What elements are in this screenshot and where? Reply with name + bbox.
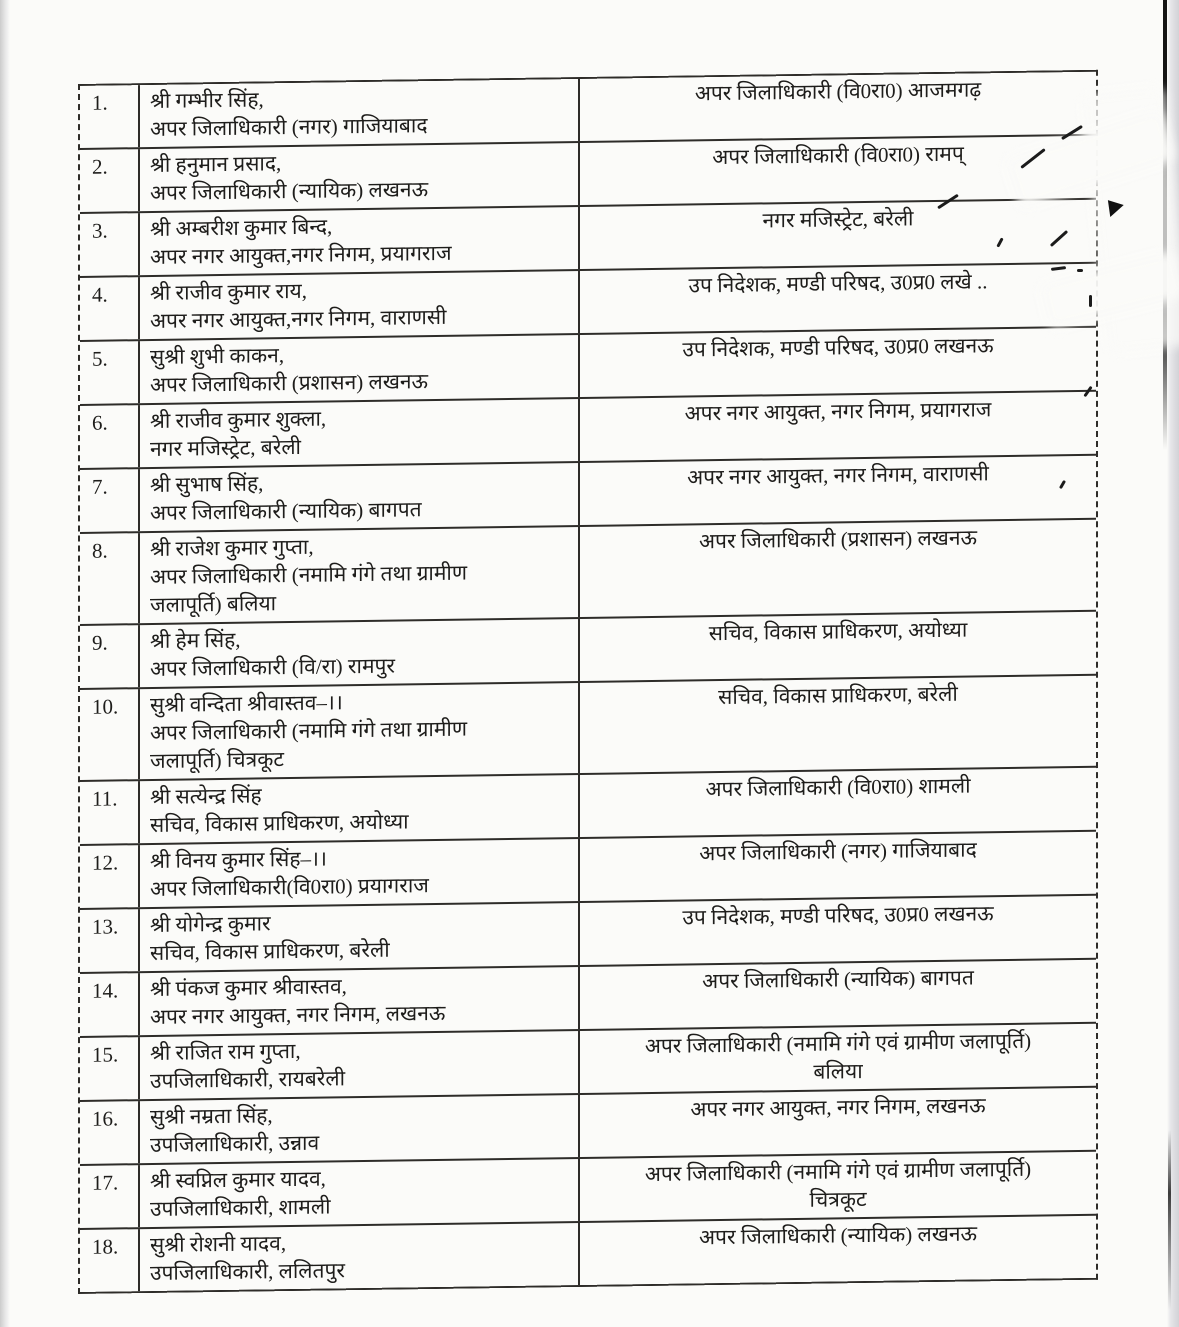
officer-line: श्री अम्बरीश कुमार बिन्द,	[150, 214, 333, 241]
officer-line: अपर जिलाधिकारी (वि/रा) रामपुर	[150, 653, 396, 681]
officer-line: जलापूर्ति) चित्रकूट	[150, 747, 284, 773]
officer-cell	[140, 839, 580, 907]
officer-line: श्री योगेन्द्र कुमार	[150, 911, 271, 937]
new-posting-line: अपर जिलाधिकारी (न्यायिक) बागपत	[702, 965, 974, 994]
officer-cell	[140, 1159, 580, 1227]
officer-line: श्री गम्भीर सिंह,	[150, 87, 264, 113]
new-posting-line: बलिया	[813, 1059, 863, 1084]
officer-line: सुश्री वन्दिता श्रीवास्तव–।।	[150, 690, 343, 717]
officer-cell	[140, 967, 580, 1035]
officer-line: अपर जिलाधिकारी (न्यायिक) बागपत	[150, 497, 422, 525]
new-posting-cell	[580, 264, 1096, 333]
officer-cell	[140, 903, 580, 971]
new-posting-line: अपर नगर आयुक्त, नगर निगम, प्रयागराज	[684, 397, 992, 426]
new-posting-cell	[580, 1024, 1096, 1093]
serial-cell: 12.	[80, 845, 140, 908]
serial-cell: 17.	[80, 1165, 140, 1228]
officer-line: उपजिलाधिकारी, उन्नाव	[150, 1130, 320, 1157]
officer-cell	[140, 775, 580, 843]
officer-line: अपर जिलाधिकारी (नगर) गाजियाबाद	[150, 113, 428, 141]
officer-cell	[140, 79, 580, 147]
officer-line: अपर जिलाधिकारी (नमामि गंगे तथा ग्रामीण	[150, 716, 468, 745]
serial-cell: 13.	[80, 909, 140, 972]
new-posting-cell	[580, 456, 1096, 525]
officer-cell	[140, 207, 580, 275]
new-posting-line: अपर जिलाधिकारी (नमामि गंगे एवं ग्रामीण जलापूर्ति)	[644, 1028, 1032, 1059]
officer-cell	[140, 399, 580, 467]
scan-edge-left-strip	[0, 0, 10, 1327]
officer-line: अपर जिलाधिकारी (न्यायिक) लखनऊ	[150, 177, 429, 205]
serial-cell: 3.	[80, 213, 140, 276]
serial-cell: 18.	[80, 1229, 140, 1292]
officer-cell	[140, 143, 580, 211]
transfer-table-body	[80, 72, 1096, 1292]
officer-cell	[140, 271, 580, 339]
officer-cell	[140, 527, 580, 623]
officer-cell	[140, 683, 580, 779]
officer-cell	[140, 1223, 580, 1291]
officer-line: श्री हेम सिंह,	[150, 627, 241, 653]
officer-line: श्री राजेश कुमार गुप्ता,	[150, 534, 314, 561]
new-posting-line: चित्रकूट	[809, 1186, 867, 1212]
officer-line: उपजिलाधिकारी, रायबरेली	[150, 1066, 346, 1093]
officer-line: जलापूर्ति) बलिया	[150, 591, 277, 617]
serial-cell: 9.	[80, 625, 140, 688]
pen-scratch-mark	[1089, 295, 1092, 307]
serial-cell: 4.	[80, 277, 140, 340]
officer-line: सुश्री रोशनी यादव,	[150, 1231, 287, 1257]
officer-line: अपर नगर आयुक्त,नगर निगम, प्रयागराज	[150, 240, 452, 269]
new-posting-line: सचिव, विकास प्राधिकरण, अयोध्या	[708, 617, 968, 646]
serial-cell: 8.	[80, 533, 140, 624]
officer-line: अपर जिलाधिकारी (नमामि गंगे तथा ग्रामीण	[150, 560, 468, 589]
officer-line: सुश्री नम्रता सिंह,	[150, 1103, 273, 1129]
officer-line: श्री विनय कुमार सिंह–।।	[150, 846, 327, 873]
new-posting-cell	[580, 72, 1096, 141]
officer-line: श्री राजित राम गुप्ता,	[150, 1038, 301, 1065]
officer-line: श्री सत्येन्द्र सिंह	[150, 783, 262, 809]
new-posting-cell	[580, 960, 1096, 1029]
officer-line: श्री पंकज कुमार श्रीवास्तव,	[150, 974, 347, 1001]
serial-cell: 15.	[80, 1037, 140, 1100]
officer-line: अपर जिलाधिकारी (प्रशासन) लखनऊ	[150, 369, 429, 397]
new-posting-line: उप निदेशक, मण्डी परिषद, उ0प्र0 लखनऊ	[682, 901, 994, 930]
officer-line: अपर नगर आयुक्त, नगर निगम, लखनऊ	[150, 1000, 446, 1029]
new-posting-cell	[580, 768, 1096, 837]
officer-line: सुश्री शुभी काकन,	[150, 343, 285, 369]
table-row	[80, 520, 1096, 626]
new-posting-line: अपर नगर आयुक्त, नगर निगम, वाराणसी	[687, 461, 989, 490]
officer-line: श्री सुभाष सिंह,	[150, 471, 264, 497]
officer-cell	[140, 619, 580, 687]
new-posting-cell	[580, 1152, 1096, 1221]
page-edge-line-bottom	[1168, 1130, 1171, 1310]
serial-cell: 16.	[80, 1101, 140, 1164]
officer-cell	[140, 1095, 580, 1163]
new-posting-line: अपर नगर आयुक्त, नगर निगम, लखनऊ	[690, 1093, 986, 1122]
new-posting-cell	[580, 676, 1096, 773]
new-posting-cell	[580, 520, 1096, 617]
officer-line: सचिव, विकास प्राधिकरण, अयोध्या	[150, 809, 409, 837]
new-posting-line: अपर जिलाधिकारी (नगर) गाजियाबाद	[699, 837, 977, 866]
officer-line: अपर नगर आयुक्त,नगर निगम, वाराणसी	[150, 304, 447, 333]
officer-line: अपर जिलाधिकारी(वि0रा0) प्रयागराज	[150, 873, 429, 901]
serial-cell: 11.	[80, 781, 140, 844]
new-posting-line: अपर जिलाधिकारी (वि0रा0) आजमगढ़	[694, 77, 982, 106]
new-posting-cell	[580, 612, 1096, 681]
officer-line: उपजिलाधिकारी, ललितपुर	[150, 1258, 345, 1285]
new-posting-line: सचिव, विकास प्राधिकरण, बरेली	[718, 681, 958, 710]
officer-line: श्री राजीव कुमार राय,	[150, 278, 307, 305]
officer-line: उपजिलाधिकारी, शामली	[150, 1194, 331, 1221]
new-posting-cell	[580, 832, 1096, 901]
officer-line: श्री स्वप्निल कुमार यादव,	[150, 1166, 326, 1193]
new-posting-cell	[580, 200, 1096, 269]
serial-cell: 2.	[80, 149, 140, 212]
new-posting-line: अपर जिलाधिकारी (वि0रा0) शामली	[705, 773, 971, 802]
new-posting-cell	[580, 328, 1096, 397]
new-posting-line: नगर मजिस्ट्रेट, बरेली	[762, 206, 914, 233]
new-posting-cell	[580, 1088, 1096, 1157]
officer-line: नगर मजिस्ट्रेट, बरेली	[150, 434, 301, 461]
officer-cell	[140, 335, 580, 403]
new-posting-line: अपर जिलाधिकारी (वि0रा0) रामप्	[712, 141, 964, 170]
serial-cell: 6.	[80, 405, 140, 468]
new-posting-line: उप निदेशक, मण्डी परिषद, उ0प्र0 लखनऊ	[682, 333, 994, 362]
new-posting-cell	[580, 1216, 1096, 1285]
pen-scratch-mark	[1077, 269, 1083, 272]
cursor-triangle-icon	[1108, 198, 1125, 217]
serial-cell: 14.	[80, 973, 140, 1036]
new-posting-cell	[580, 896, 1096, 965]
table-row	[80, 676, 1096, 782]
serial-cell: 1.	[80, 85, 140, 148]
new-posting-cell	[580, 392, 1096, 461]
officer-line: सचिव, विकास प्राधिकरण, बरेली	[150, 937, 390, 965]
transfer-table	[78, 70, 1098, 1294]
table-row	[80, 1216, 1096, 1292]
serial-cell: 7.	[80, 469, 140, 532]
new-posting-line: अपर जिलाधिकारी (प्रशासन) लखनऊ	[698, 525, 978, 554]
officer-line: श्री राजीव कुमार शुक्ला,	[150, 406, 327, 433]
serial-cell: 5.	[80, 341, 140, 404]
officer-line: श्री हनुमान प्रसाद,	[150, 151, 282, 177]
serial-cell: 10.	[80, 689, 140, 780]
new-posting-line: अपर जिलाधिकारी (नमामि गंगे एवं ग्रामीण जलापूर्ति)	[644, 1156, 1032, 1187]
officer-cell	[140, 463, 580, 531]
new-posting-line: उप निदेशक, मण्डी परिषद, उ0प्र0 लखे ..	[688, 269, 988, 298]
new-posting-line: अपर जिलाधिकारी (न्यायिक) लखनऊ	[698, 1221, 978, 1250]
officer-cell	[140, 1031, 580, 1099]
